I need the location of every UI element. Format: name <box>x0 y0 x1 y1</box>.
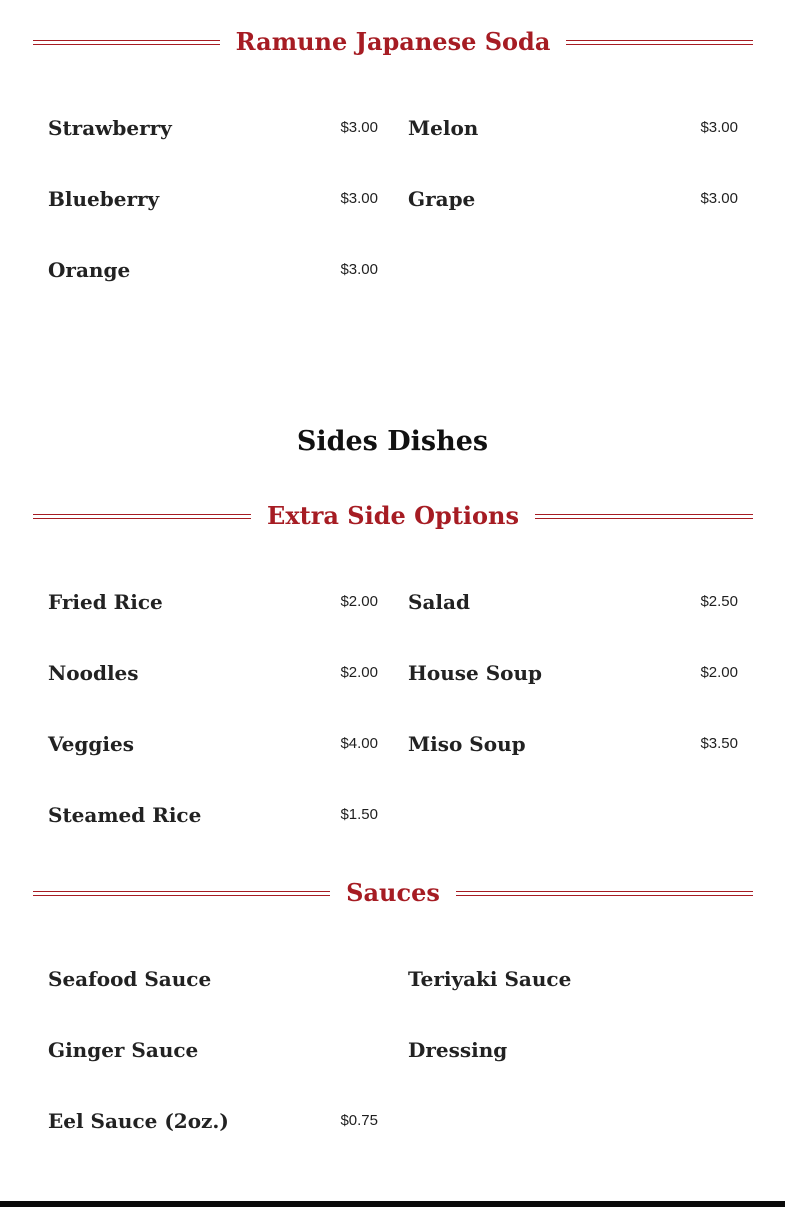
menu-item <box>48 801 378 872</box>
bottom-border-bar <box>0 1201 785 1207</box>
menu-column-right <box>408 114 738 256</box>
menu-item <box>48 185 378 256</box>
menu-item <box>48 965 378 1036</box>
item-price: $4.00 <box>340 735 378 752</box>
item-price: $2.00 <box>340 593 378 610</box>
menu-item <box>48 114 378 185</box>
menu-column-left <box>48 965 378 1178</box>
category-title-sides: Sides Dishes <box>296 426 489 457</box>
item-price: $2.00 <box>700 664 738 681</box>
section-header-extra-sides <box>33 496 753 536</box>
menu-column-right <box>408 965 738 1107</box>
item-name: Miso Soup <box>408 732 526 756</box>
item-name: Orange <box>48 258 131 282</box>
item-price: $3.00 <box>340 119 378 136</box>
menu-item <box>408 588 738 659</box>
item-name: Ginger Sauce <box>48 1038 199 1062</box>
divider-rule-right <box>566 40 753 45</box>
item-name: Strawberry <box>48 116 172 140</box>
item-price: $0.75 <box>340 1112 378 1129</box>
menu-item <box>408 659 738 730</box>
menu-item <box>408 185 738 256</box>
item-price: $1.50 <box>340 806 378 823</box>
menu-item <box>48 588 378 659</box>
item-name: Teriyaki Sauce <box>408 967 572 991</box>
item-name: Eel Sauce (2oz.) <box>48 1109 229 1133</box>
item-price: $3.00 <box>700 190 738 207</box>
item-name: Fried Rice <box>48 590 163 614</box>
menu-item <box>408 114 738 185</box>
divider-rule-left <box>33 40 220 45</box>
section-title-sauces: Sauces <box>346 878 440 907</box>
section-header-sauces <box>33 873 753 913</box>
item-name: House Soup <box>408 661 543 685</box>
menu-item <box>408 730 738 801</box>
menu-item <box>48 1107 378 1178</box>
item-name: Seafood Sauce <box>48 967 212 991</box>
section-header-ramune <box>33 22 753 62</box>
item-price: $3.00 <box>340 261 378 278</box>
item-name: Grape <box>408 187 476 211</box>
menu-column-right <box>408 588 738 801</box>
item-price: $3.50 <box>700 735 738 752</box>
divider-rule-right <box>456 891 753 896</box>
divider-rule-right <box>535 514 753 519</box>
item-name: Veggies <box>48 732 134 756</box>
item-name: Blueberry <box>48 187 160 211</box>
menu-item <box>48 659 378 730</box>
menu-item <box>48 1036 378 1107</box>
divider-rule-left <box>33 514 251 519</box>
divider-rule-left <box>33 891 330 896</box>
menu-item <box>408 965 738 1036</box>
menu-column-left <box>48 588 378 872</box>
menu-item <box>48 256 378 327</box>
menu-column-left <box>48 114 378 327</box>
item-price: $3.00 <box>340 190 378 207</box>
item-name: Melon <box>408 116 479 140</box>
item-price: $2.50 <box>700 593 738 610</box>
menu-item <box>408 1036 738 1107</box>
item-price: $3.00 <box>700 119 738 136</box>
menu-item <box>48 730 378 801</box>
section-title-ramune: Ramune Japanese Soda <box>235 27 551 56</box>
item-price: $2.00 <box>340 664 378 681</box>
section-title-extra-sides: Extra Side Options <box>267 501 519 530</box>
item-name: Salad <box>408 590 470 614</box>
item-name: Noodles <box>48 661 139 685</box>
item-name: Steamed Rice <box>48 803 202 827</box>
item-name: Dressing <box>408 1038 508 1062</box>
